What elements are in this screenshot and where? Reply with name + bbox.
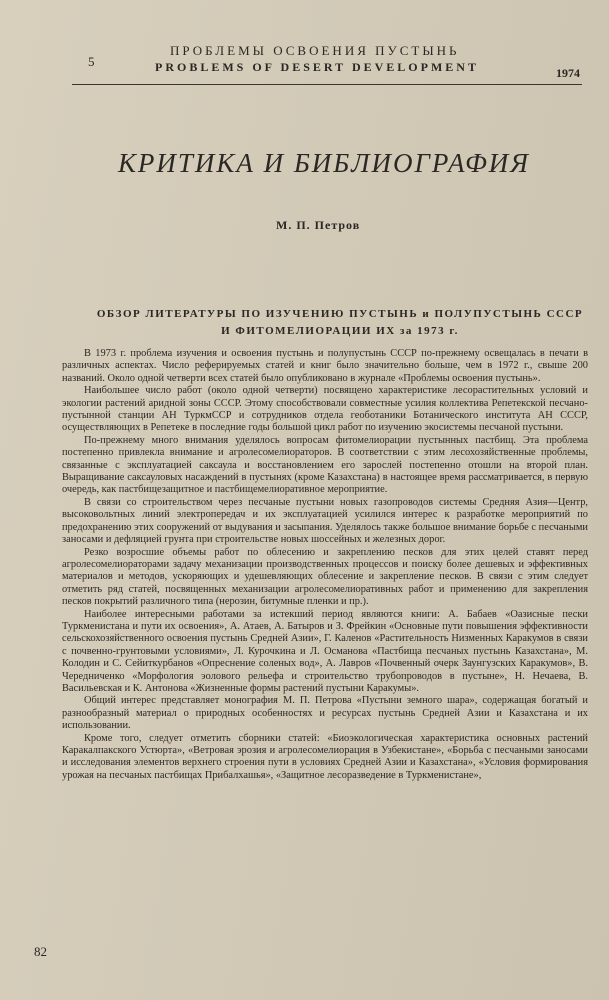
article-body xyxy=(62,348,588,782)
running-header xyxy=(70,40,580,90)
issue-year: 1974 xyxy=(556,66,580,80)
section-title: КРИТИКА И БИБЛИОГРАФИЯ xyxy=(118,148,531,178)
article-title xyxy=(80,306,600,340)
paragraph: Резко возросшие объемы работ по облесению и закреплению песков для этих целей ставят перед агролесомелиораторами задачу механизации производственных процессов и поиску более дешевых и эффективных материалов и методов, ускоряющих и удешевляющих облесение и закрепление песков. В связи с этим следует отметить ряд статей, посвященных механизации агролесомелиоративных работ и применению для закрепления песков покрытий различного типа (нерозин, битумные пленки и пр.). xyxy=(62,546,588,608)
article-title-line-2: И ФИТОМЕЛИОРАЦИИ ИХ за 1973 г. xyxy=(221,325,459,337)
journal-title-en: PROBLEMS OF DESERT DEVELOPMENT xyxy=(155,60,479,74)
issue-number: 5 xyxy=(88,54,95,69)
paragraph: Наиболее интересными работами за истекший период являются книги: А. Бабаев «Оазисные пески Туркменистана и пути их освоения», А. Атаев, А. Батыров и З. Фрейкин «Основные пути повышения эффективности сельскохозяйственного освоения пустынь Средней Азии», Г. Каленов «Растительность Низменных Каракумов в связи с почвенно-грунтовыми условиями», Л. Курочкина и Л. Османова «Пастбища песчаных пустынь Казахстана», М. Колодин и С. Сейиткурбанов «Опреснение соленых вод», А. Лавров «Почвенный очерк Заунгузских Каракумов», В. Чередниченко «Морфология эолового рельефа и строительство трубопроводов в пустыне», Н. Нечаева, В. Васильевская и К. Антонова «Жизненные формы растений пустыни Каракумы». xyxy=(62,608,588,694)
page-number: 82 xyxy=(34,944,47,959)
paragraph: В связи со строительством через песчаные пустыни новых газопроводов системы Средняя Азия—Центр, высоковольтных линий электропередач и их эксплуатацией усилился интерес к разработке мероприятий по предохранению этих сооружений от выдувания и засыпания. Уделялось также большое внимание борьбе с песчаными заносами и дефляцией грунта при строительстве новых шоссейных и железных дорог. xyxy=(62,496,588,546)
author-name: М. П. Петров xyxy=(276,218,361,232)
journal-title-ru: ПРОБЛЕМЫ ОСВОЕНИЯ ПУСТЫНЬ xyxy=(170,43,460,58)
paragraph: Кроме того, следует отметить сборники статей: «Биоэкологическая характеристика основных растений Каракалпакского Устюрта», «Ветровая эрозия и агролесомелиорация в Узбекистане», «Борьба с песчаными заносами и исследования элементов верхнего строения пути в условиях Средней Азии и Казахстана», «Условия формирования урожая на песчаных пастбищах Прибалхашья», «Защитное лесоразведение в Туркменистане», xyxy=(62,732,588,781)
article-title-line-1: ОБЗОР ЛИТЕРАТУРЫ ПО ИЗУЧЕНИЮ ПУСТЫНЬ и ПОЛУПУСТЫНЬ СССР xyxy=(96,308,584,320)
paragraph: Наибольшее число работ (около одной четверти) посвящено характеристике лесорастительных условий и экологии растений аридной зоны СССР. Этому способствовали совместные усилия коллектива Репетекской песчано-пустынной станции АН ТуркмССР и сотрудников отдела геоботаники Ботанического института АН СССР, осуществляющих в Репетеке в последние годы большой цикл работ по изучению экосистемы песчаной пустыни. xyxy=(62,385,588,434)
paragraph: По-прежнему много внимания уделялось вопросам фитомелиорации пустынных пастбищ. Эта проблема постепенно привлекла внимание и агролесомелиораторов. В соответствии с этим лесохозяйственные проблемы, связанные с эксплуатацией саксаула и восстановлением его зарослей постепенно отошли на второй план. Выращивание саксауловых насаждений в пустынях (кроме Казахстана) в настоящее время рассматривается, в первую очередь, как пастбищезащитное и пастбищемелиоративное мероприятие. xyxy=(62,434,588,496)
paragraph: В 1973 г. проблема изучения и освоения пустынь и полупустынь СССР по-прежнему освещалась в печати в различных аспектах. Число реферируемых статей и книг было значительно больше, чем в 1972 г., свыше 200 названий. Около одной четверти всех статей было опубликовано в журнале «Проблемы освоения пустынь». xyxy=(62,348,588,384)
header-rule xyxy=(72,84,582,85)
paragraph: Общий интерес представляет монография М. П. Петрова «Пустыни земного шара», содержащая богатый и разнообразный материал о природных особенностях и ресурсах пустынь Средней Азии и Казахстана и их использовании. xyxy=(62,695,588,732)
